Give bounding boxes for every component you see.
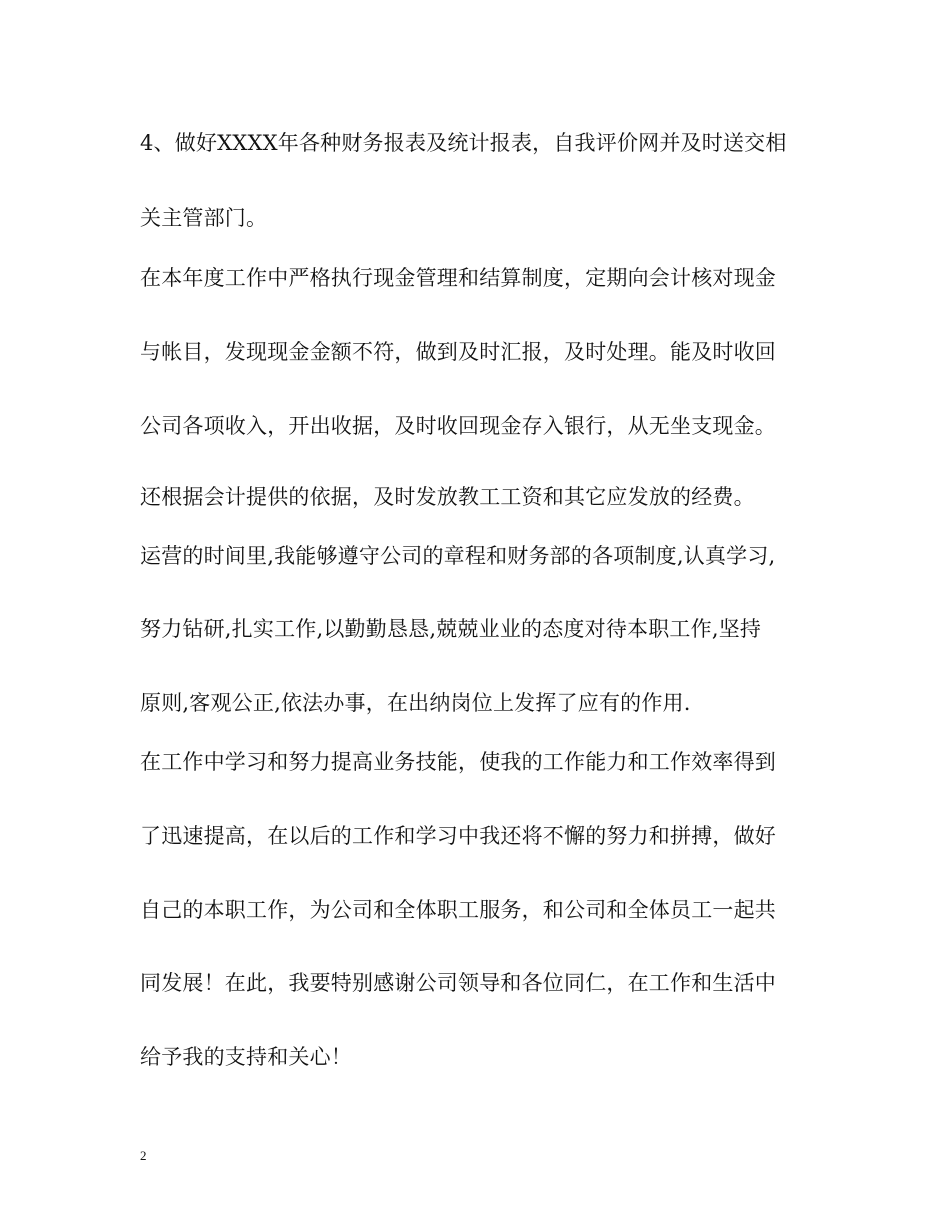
page-number: 2 [140,1148,147,1163]
text-line: 给予我的支持和关心！ [140,1045,352,1069]
text-line: 4、做好XXXX年各种财务报表及统计报表，自我评价网并及时送交相 [140,131,787,155]
text-line: 关主管部门。 [140,206,268,230]
text-line: 原则,客观公正,依法办事，在出纳岗位上发挥了应有的作用. [140,691,691,715]
text-line: 在工作中学习和努力提高业务技能，使我的工作能力和工作效率得到 [140,750,776,774]
text-line: 同发展！在此，我要特别感谢公司领导和各位同仁，在工作和生活中 [140,971,776,995]
text-line: 与帐目，发现现金金额不符，做到及时汇报，及时处理。能及时收回 [140,340,776,364]
text-line: 了迅速提高，在以后的工作和学习中我还将不懈的努力和拼搏，做好 [140,824,776,848]
text-line: 还根据会计提供的依据，及时发放教工工资和其它应发放的经费。 [140,485,755,509]
text-line: 运营的时间里,我能够遵守公司的章程和财务部的各项制度,认真学习, [140,544,776,568]
text-line: 公司各项收入，开出收据，及时收回现金存入银行，从无坐支现金。 [140,414,776,438]
text-line: 努力钻研,扎实工作,以勤勤恳恳,兢兢业业的态度对待本职工作,坚持 [140,617,762,641]
text-line: 自己的本职工作，为公司和全体职工服务，和公司和全体员工一起共 [140,898,776,922]
text-line: 在本年度工作中严格执行现金管理和结算制度，定期向会计核对现金 [140,266,776,290]
